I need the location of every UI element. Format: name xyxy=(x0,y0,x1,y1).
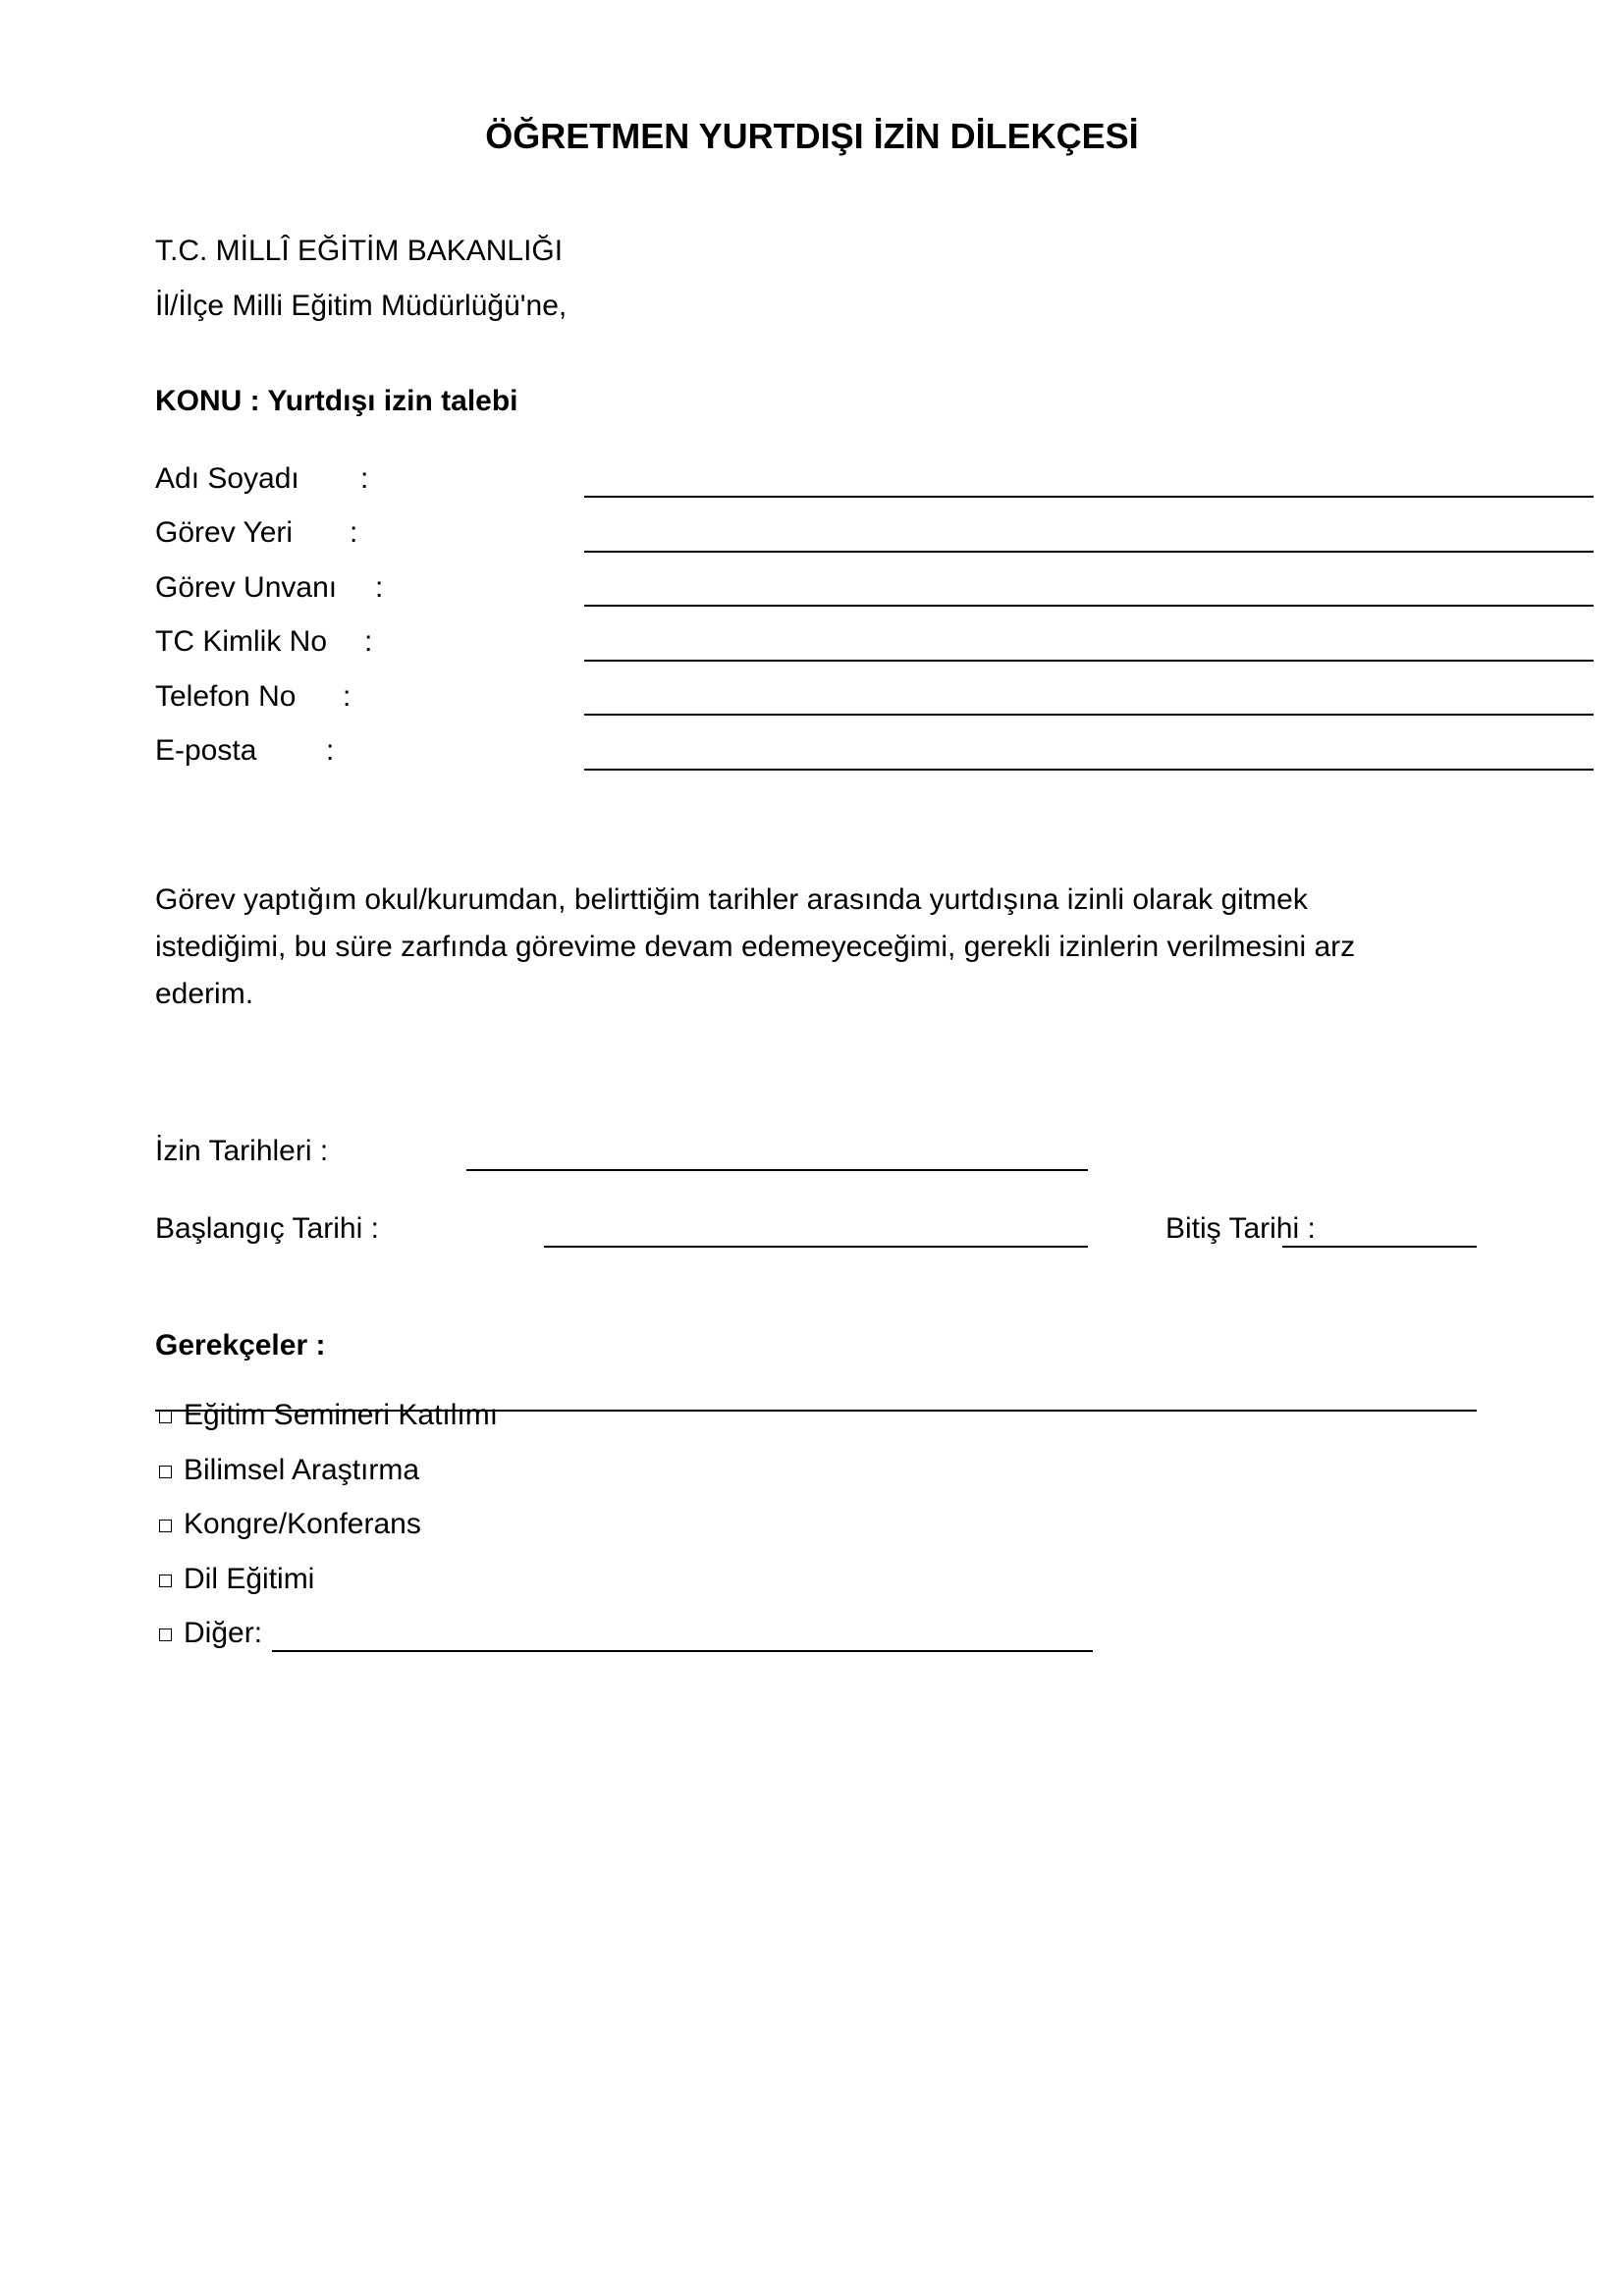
reason-option-label: Dil Eğitimi xyxy=(184,1563,315,1595)
reason-option-other[interactable] xyxy=(155,1617,262,1650)
checkbox[interactable] xyxy=(159,1466,172,1478)
subject-line: KONU : Yurtdışı izin talebi xyxy=(155,385,518,417)
name-input-line[interactable] xyxy=(584,496,1594,498)
reason-option-research[interactable] xyxy=(155,1454,419,1487)
reason-option-language[interactable] xyxy=(155,1563,314,1596)
reason-underline xyxy=(155,1410,1477,1412)
checkbox[interactable] xyxy=(159,1411,172,1423)
reason-option-label: Eğitim Semineri Katılımı xyxy=(184,1399,499,1431)
field-label-workplace: Görev Yeri xyxy=(155,516,294,549)
leave-dates-input-line[interactable] xyxy=(466,1169,1088,1171)
checkbox[interactable] xyxy=(159,1575,172,1587)
checkbox[interactable] xyxy=(159,1520,172,1532)
email-input-line[interactable] xyxy=(584,769,1594,771)
field-colon: : xyxy=(375,571,384,604)
field-label-name: Adı Soyadı xyxy=(155,462,299,495)
field-label-email: E-posta xyxy=(155,734,257,767)
request-paragraph: Görev yaptığım okul/kurumdan, belirttiğim tarihler arasında yurtdışına izinli olarak gitmek istediğimi, bu süre zarfında görevime devam edemeyeceğimi, gerekli izinlerin verilmesini arz ederim. xyxy=(155,883,1356,1010)
recipient-directorate: İl/İlçe Milli Eğitim Müdürlüğü'ne, xyxy=(155,290,568,322)
reason-option-label: Bilimsel Araştırma xyxy=(184,1454,420,1486)
title-input-line[interactable] xyxy=(584,605,1594,607)
field-label-phone: Telefon No xyxy=(155,680,297,713)
reason-option-label: Kongre/Konferans xyxy=(184,1508,421,1540)
reason-option-congress[interactable] xyxy=(155,1508,421,1541)
leave-dates-label: İzin Tarihleri : xyxy=(155,1135,329,1167)
reason-option-label: Diğer: xyxy=(184,1617,263,1649)
field-colon: : xyxy=(326,734,335,767)
field-colon: : xyxy=(360,462,369,495)
checkbox[interactable] xyxy=(159,1629,172,1641)
phone-input-line[interactable] xyxy=(584,714,1594,716)
reasons-heading: Gerekçeler : xyxy=(155,1329,326,1362)
end-date-input-line[interactable] xyxy=(1282,1246,1477,1248)
field-colon: : xyxy=(343,680,352,713)
start-date-input-line[interactable] xyxy=(544,1246,1088,1248)
workplace-input-line[interactable] xyxy=(584,551,1594,553)
end-date-label: Bitiş Tarihi : xyxy=(1165,1212,1316,1245)
field-label-tc-id: TC Kimlik No xyxy=(155,625,328,658)
field-label-title: Görev Unvanı xyxy=(155,571,338,604)
other-reason-input-line[interactable] xyxy=(272,1650,1093,1652)
field-colon: : xyxy=(364,625,373,658)
field-colon: : xyxy=(350,516,358,549)
tc-id-input-line[interactable] xyxy=(584,660,1594,662)
reason-option-seminar[interactable] xyxy=(155,1399,498,1432)
recipient-ministry: T.C. MİLLÎ EĞİTİM BAKANLIĞI xyxy=(155,235,564,267)
start-date-label: Başlangıç Tarihi : xyxy=(155,1212,379,1245)
document-title: ÖĞRETMEN YURTDIŞI İZİN DİLEKÇESİ xyxy=(485,116,1139,156)
